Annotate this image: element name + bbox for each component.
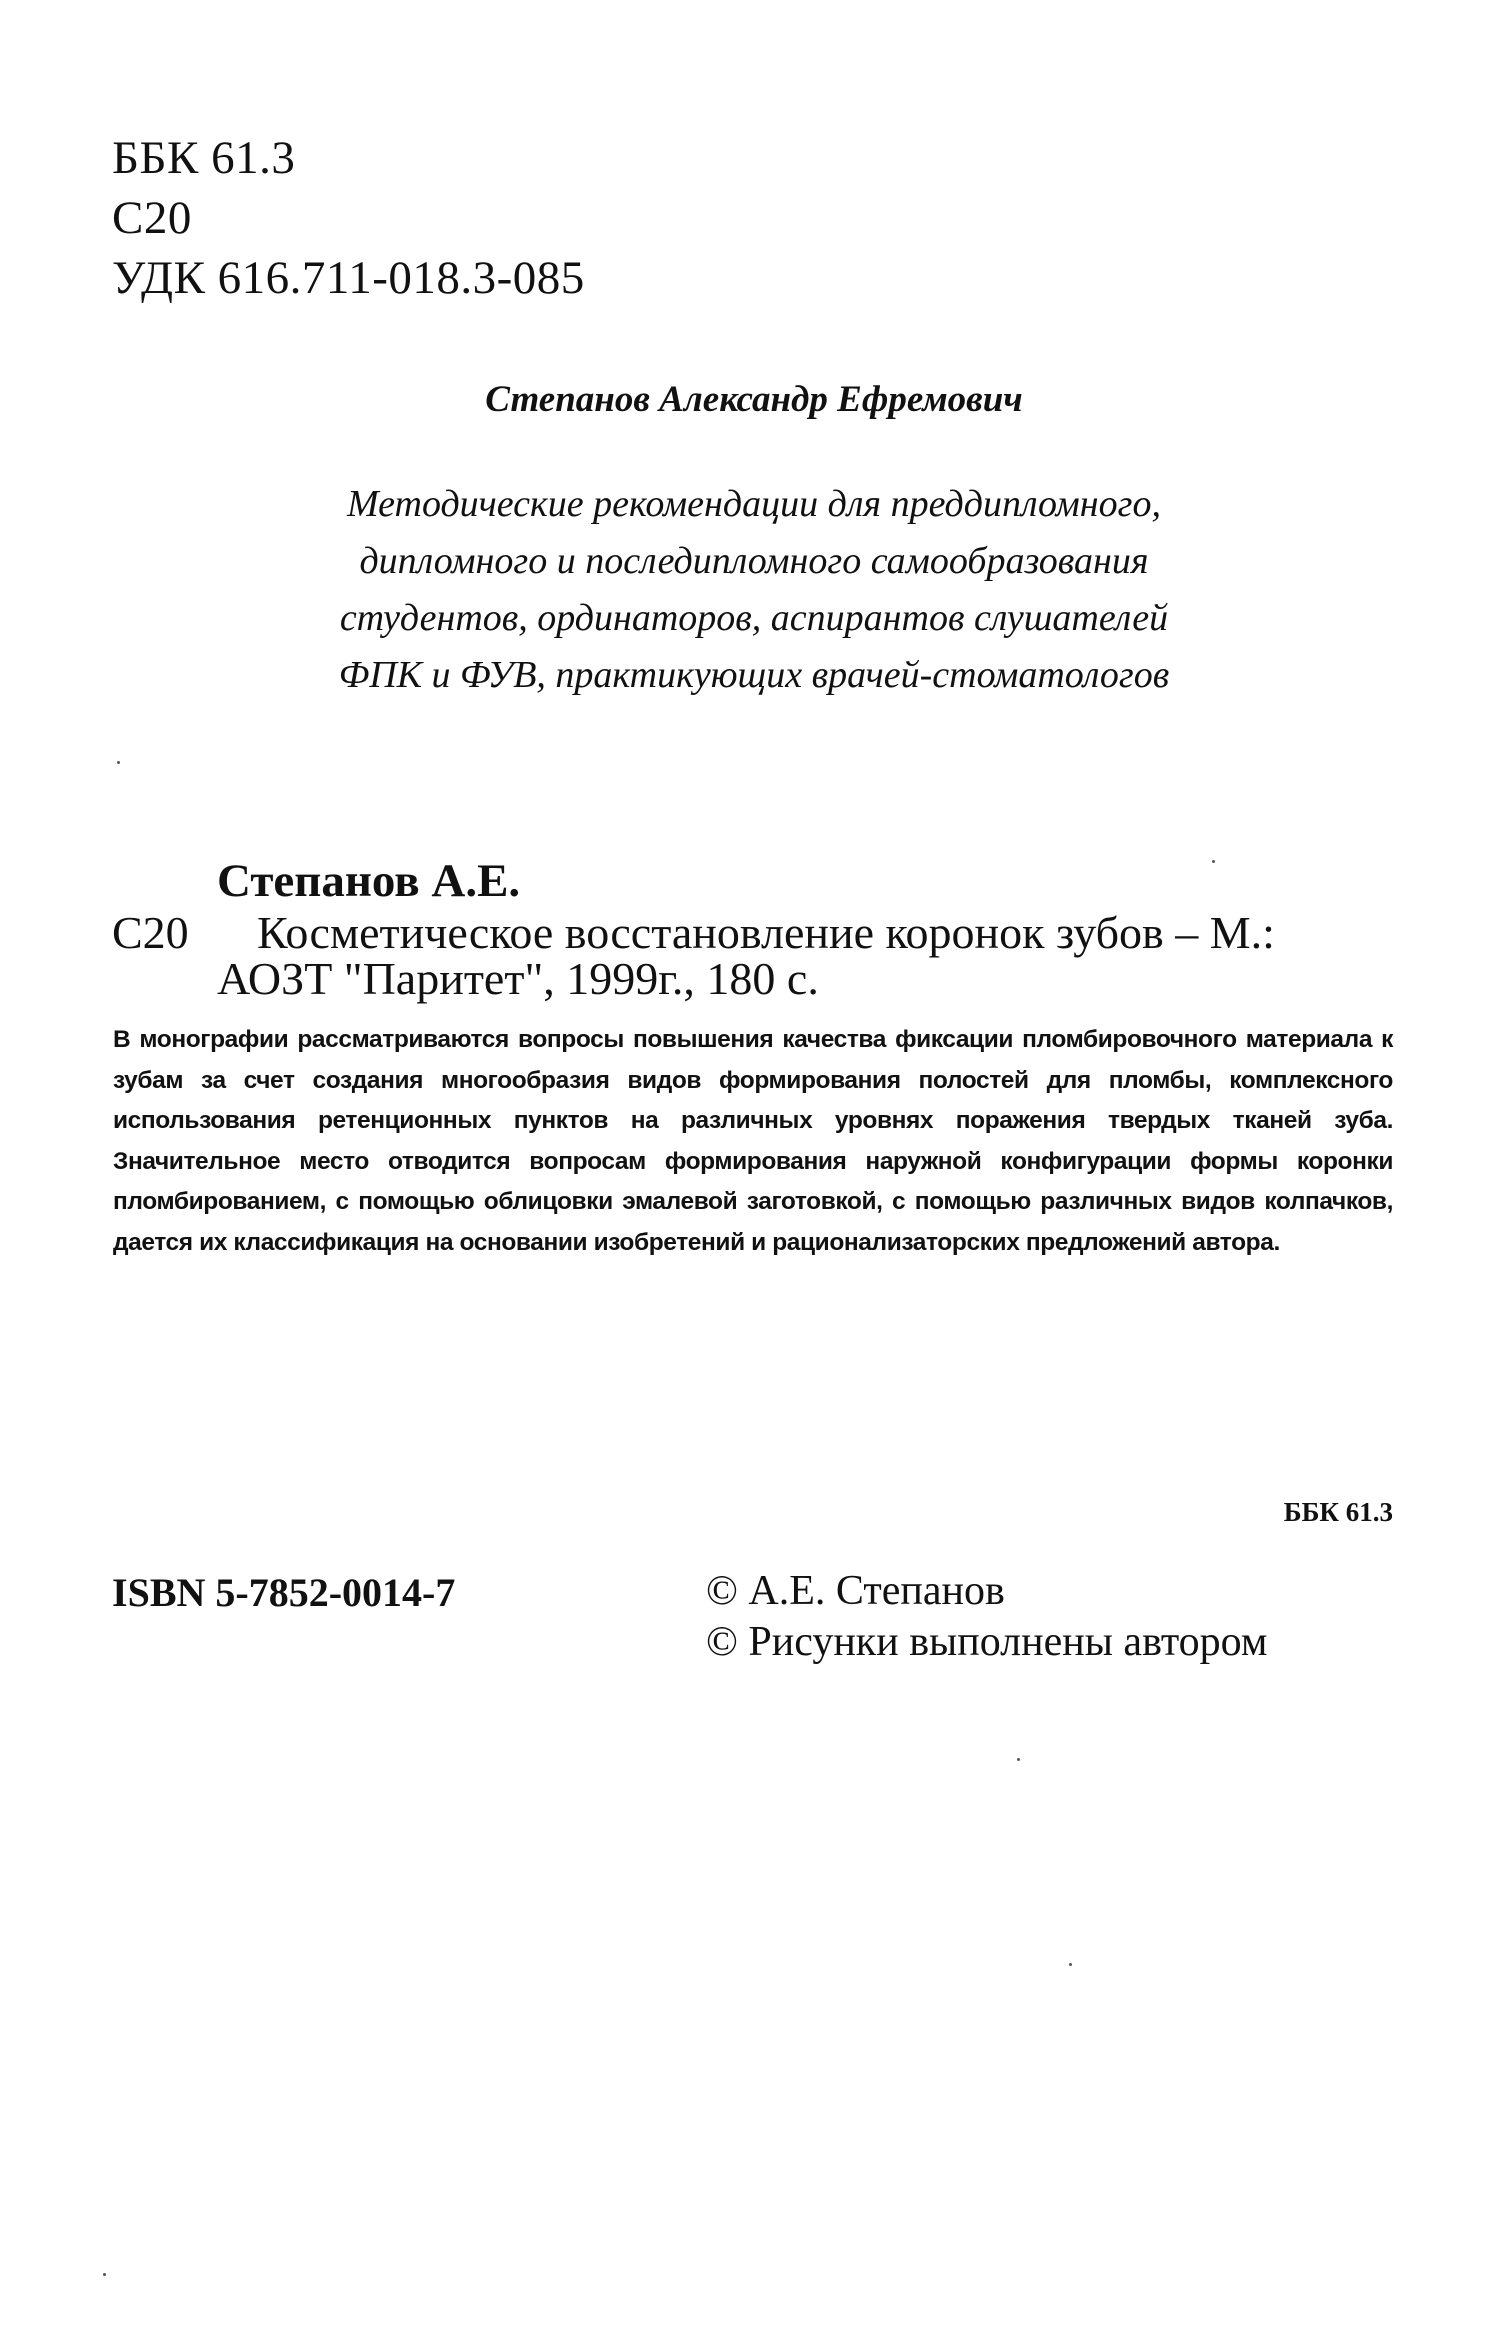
copyright-illustrations: © Рисунки выполнены автором (706, 1619, 1268, 1665)
subtitle (0, 476, 1508, 704)
subtitle-line: дипломного и последипломного самообразования (359, 540, 1149, 582)
subtitle-line: Методические рекомендации для преддипломного, (347, 483, 1161, 525)
entry-author: Степанов А.Е. (217, 855, 521, 907)
bbk-code: ББК 61.3 (112, 132, 296, 184)
subtitle-line: ФПК и ФУВ, практикующих врачей-стоматологов (338, 654, 1170, 696)
scan-speck (117, 761, 120, 764)
scan-speck (1017, 1758, 1020, 1761)
footer-bbk: ББК 61.3 (1283, 1497, 1393, 1527)
scan-speck (1069, 1963, 1072, 1966)
copyright-author: © А.Е. Степанов (706, 1568, 1005, 1614)
entry-title: Косметическое восстановление коронок зубов – М.: (257, 907, 1275, 958)
isbn: ISBN 5-7852-0014-7 (112, 1570, 456, 1615)
author-full-name: Степанов Александр Ефремович (485, 379, 1023, 420)
scan-speck (103, 2273, 106, 2276)
scan-speck (1212, 860, 1215, 863)
abstract-paragraph: В монографии рассматриваются вопросы повышения качества фиксации пломбировочного материала к зубам за счет создания многообразия видов формирования полостей для пломбы, комплексного использования ретенционных пунктов на различных уровнях поражения твердых тканей зуба. Значительное место отводится вопросам формирования наружной конфигурации формы коронки пломбированием, с помощью облицовки эмалевой заготовкой, с помощью различных видов колпачков, дается их классификация на основании изобретений и рационализаторских предложений автора. (113, 1026, 1393, 1256)
classification-codes (112, 128, 585, 308)
copyright-block (706, 1566, 1267, 1668)
entry-imprint: АОЗТ "Паритет", 1999г., 180 с. (217, 953, 819, 1004)
entry-code: С20 (112, 907, 189, 958)
udk-code: УДК 616.711-018.3-085 (112, 252, 585, 304)
author-code: С20 (112, 192, 192, 244)
subtitle-line: студентов, ординаторов, аспирантов слушателей (339, 597, 1169, 639)
